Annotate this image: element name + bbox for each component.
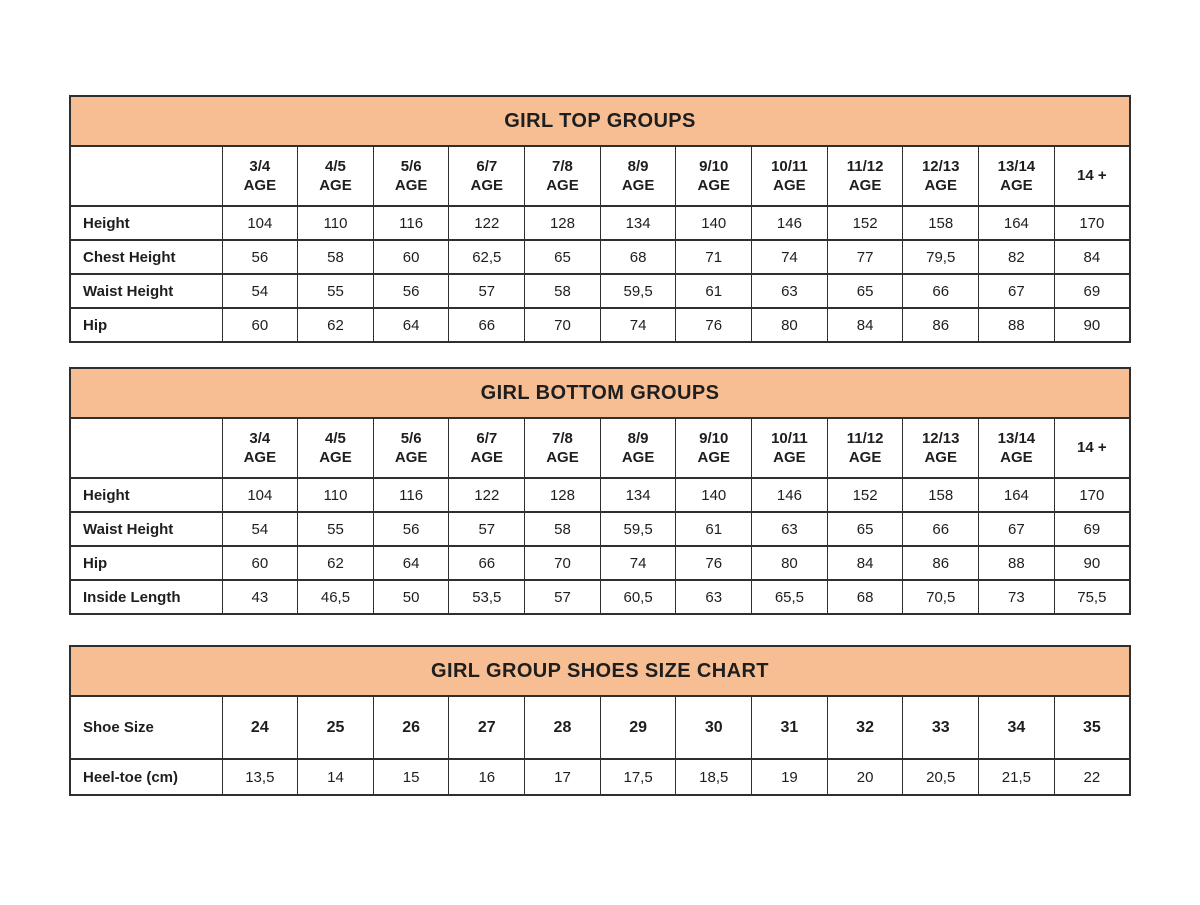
age-sub-label: AGE [243,177,277,194]
age-header-cell [827,418,903,478]
age-sub-label: AGE [848,177,882,194]
value-cell: 61 [676,512,752,546]
table-row [70,240,1130,274]
age-header-cell [676,418,752,478]
value-cell: 53,5 [449,580,525,614]
row-label: Chest Height [70,240,222,274]
row-label: Waist Height [70,512,222,546]
value-cell: 22 [1054,759,1130,795]
table-title-band: GIRL BOTTOM GROUPS [70,368,1130,418]
age-header-cell [600,418,676,478]
age-range-label: 12/13 [921,429,960,447]
age-header-cell [373,418,449,478]
value-cell: 25 [298,696,374,759]
value-cell: 128 [525,478,601,512]
value-cell: 32 [827,696,903,759]
value-cell: 71 [676,240,752,274]
value-cell: 16 [449,759,525,795]
value-cell: 75,5 [1054,580,1130,614]
value-cell: 62,5 [449,240,525,274]
value-cell: 57 [525,580,601,614]
age-sub-label: AGE [621,449,655,466]
table-row [70,759,1130,795]
age-sub-label: AGE [546,449,579,466]
value-cell: 116 [373,478,449,512]
value-cell: 61 [676,274,752,308]
value-cell: 63 [676,580,752,614]
table-row [70,308,1130,342]
value-cell: 59,5 [600,274,676,308]
value-cell: 55 [298,274,374,308]
value-cell: 59,5 [600,512,676,546]
value-cell: 128 [525,206,601,240]
value-cell: 33 [903,696,979,759]
value-cell: 20,5 [903,759,979,795]
value-cell: 84 [1054,240,1130,274]
value-cell: 21,5 [979,759,1055,795]
value-cell: 58 [298,240,374,274]
age-sub-label: AGE [924,449,957,466]
value-cell: 69 [1054,512,1130,546]
value-cell: 104 [222,206,298,240]
value-cell: 66 [903,274,979,308]
value-cell: 17,5 [600,759,676,795]
row-label: Height [70,206,222,240]
age-range-label: 9/10 [699,429,729,447]
value-cell: 122 [449,478,525,512]
value-cell: 50 [373,580,449,614]
value-cell: 26 [373,696,449,759]
value-cell: 19 [752,759,828,795]
value-cell: 65,5 [752,580,828,614]
value-cell: 60 [222,546,298,580]
value-cell: 58 [525,274,601,308]
value-cell: 76 [676,308,752,342]
girl-size-charts [69,95,1131,796]
value-cell: 60,5 [600,580,676,614]
age-sub-label: AGE [319,177,352,194]
age-sub-label: AGE [394,177,428,194]
age-sub-label: AGE [697,177,731,194]
value-cell: 30 [676,696,752,759]
table-title-band: GIRL GROUP SHOES SIZE CHART [70,646,1130,696]
value-cell: 14 [298,759,374,795]
value-cell: 146 [752,206,828,240]
age-sub-label: AGE [773,449,806,466]
age-sub-label: AGE [319,449,352,466]
age-range-label: 3/4 [249,157,271,175]
age-header-cell [222,146,298,206]
age-header-cell [449,146,525,206]
value-cell: 64 [373,546,449,580]
age-range-label: 6/7 [476,157,498,175]
value-cell: 29 [600,696,676,759]
value-cell: 34 [979,696,1055,759]
corner-cell [70,146,222,206]
value-cell: 66 [449,546,525,580]
value-cell: 110 [298,478,374,512]
row-label: Hip [70,308,222,342]
age-range-label: 13/14 [997,429,1036,447]
value-cell: 17 [525,759,601,795]
age-range-label: 4/5 [325,157,346,175]
value-cell: 62 [298,308,374,342]
value-cell: 28 [525,696,601,759]
value-cell: 73 [979,580,1055,614]
age-header-cell [298,146,374,206]
row-label: Heel-toe (cm) [70,759,222,795]
row-label: Waist Height [70,274,222,308]
age-header-cell [752,146,828,206]
age-header-cell [979,418,1055,478]
value-cell: 80 [752,308,828,342]
value-cell: 90 [1054,308,1130,342]
value-cell: 70 [525,308,601,342]
value-cell: 65 [525,240,601,274]
age-sub-label: AGE [1000,177,1033,194]
row-label: Height [70,478,222,512]
value-cell: 170 [1054,206,1130,240]
value-cell: 116 [373,206,449,240]
value-cell: 134 [600,206,676,240]
value-cell: 140 [676,478,752,512]
value-cell: 57 [449,274,525,308]
age-range-label: 7/8 [552,429,573,447]
value-cell: 46,5 [298,580,374,614]
value-cell: 31 [752,696,828,759]
girl-bottom-groups-table [69,367,1131,615]
value-cell: 86 [903,546,979,580]
age-range-label: 3/4 [249,429,271,447]
value-cell: 56 [373,512,449,546]
value-cell: 122 [449,206,525,240]
value-cell: 57 [449,512,525,546]
table-title-band: GIRL TOP GROUPS [70,96,1130,146]
table-row [70,696,1130,759]
value-cell: 70,5 [903,580,979,614]
age-sub-label: AGE [470,177,504,194]
age-sub-label: AGE [697,449,731,466]
age-sub-label: AGE [470,449,504,466]
value-cell: 60 [222,308,298,342]
age-range-label: 14 + [1077,439,1107,457]
age-header-cell [1054,418,1130,478]
value-cell: 76 [676,546,752,580]
age-range-label: 8/9 [627,429,649,447]
value-cell: 64 [373,308,449,342]
value-cell: 70 [525,546,601,580]
row-label: Shoe Size [70,696,222,759]
table-row [70,580,1130,614]
value-cell: 65 [827,512,903,546]
age-range-label: 6/7 [476,429,498,447]
age-header-cell [979,146,1055,206]
table-row [70,512,1130,546]
age-range-label: 11/12 [846,429,884,447]
value-cell: 88 [979,546,1055,580]
age-range-label: 13/14 [997,157,1036,175]
age-header-cell [1054,146,1130,206]
value-cell: 74 [600,546,676,580]
age-range-label: 4/5 [325,429,346,447]
value-cell: 13,5 [222,759,298,795]
row-label: Hip [70,546,222,580]
age-sub-label: AGE [394,449,428,466]
age-header-cell [903,418,979,478]
value-cell: 24 [222,696,298,759]
value-cell: 170 [1054,478,1130,512]
age-range-label: 10/11 [771,157,808,175]
age-range-label: 12/13 [921,157,960,175]
age-sub-label: AGE [546,177,579,194]
age-sub-label: AGE [243,449,277,466]
value-cell: 20 [827,759,903,795]
value-cell: 58 [525,512,601,546]
age-header-cell [752,418,828,478]
value-cell: 63 [752,274,828,308]
value-cell: 158 [903,206,979,240]
value-cell: 82 [979,240,1055,274]
age-header-cell [525,146,601,206]
value-cell: 15 [373,759,449,795]
age-header-cell [676,146,752,206]
age-range-label: 5/6 [400,157,422,175]
value-cell: 88 [979,308,1055,342]
value-cell: 54 [222,274,298,308]
row-label: Inside Length [70,580,222,614]
corner-cell [70,418,222,478]
age-header-cell [373,146,449,206]
girl-group-shoes-size-chart-table [69,645,1131,796]
value-cell: 104 [222,478,298,512]
value-cell: 62 [298,546,374,580]
value-cell: 74 [600,308,676,342]
value-cell: 56 [222,240,298,274]
value-cell: 77 [827,240,903,274]
age-range-label: 8/9 [627,157,649,175]
value-cell: 68 [827,580,903,614]
value-cell: 54 [222,512,298,546]
age-range-label: 14 + [1077,167,1107,185]
value-cell: 79,5 [903,240,979,274]
value-cell: 74 [752,240,828,274]
value-cell: 110 [298,206,374,240]
age-sub-label: AGE [1000,449,1033,466]
value-cell: 63 [752,512,828,546]
age-range-label: 9/10 [699,157,729,175]
value-cell: 55 [298,512,374,546]
value-cell: 60 [373,240,449,274]
age-header-cell [600,146,676,206]
value-cell: 164 [979,206,1055,240]
age-sub-label: AGE [773,177,806,194]
table-row [70,546,1130,580]
value-cell: 84 [827,546,903,580]
age-header-cell [222,418,298,478]
age-sub-label: AGE [621,177,655,194]
value-cell: 84 [827,308,903,342]
value-cell: 164 [979,478,1055,512]
value-cell: 152 [827,206,903,240]
value-cell: 27 [449,696,525,759]
value-cell: 80 [752,546,828,580]
age-header-cell [449,418,525,478]
age-range-label: 11/12 [846,157,884,175]
age-sub-label: AGE [924,177,957,194]
value-cell: 56 [373,274,449,308]
table-row [70,478,1130,512]
value-cell: 35 [1054,696,1130,759]
value-cell: 66 [903,512,979,546]
value-cell: 134 [600,478,676,512]
age-header-cell [903,146,979,206]
value-cell: 68 [600,240,676,274]
value-cell: 69 [1054,274,1130,308]
table-row [70,274,1130,308]
value-cell: 146 [752,478,828,512]
value-cell: 158 [903,478,979,512]
value-cell: 65 [827,274,903,308]
girl-top-groups-table [69,95,1131,343]
table-row [70,206,1130,240]
age-header-cell [827,146,903,206]
value-cell: 67 [979,512,1055,546]
age-range-label: 10/11 [771,429,808,447]
value-cell: 152 [827,478,903,512]
value-cell: 66 [449,308,525,342]
age-range-label: 5/6 [400,429,422,447]
age-range-label: 7/8 [552,157,573,175]
value-cell: 86 [903,308,979,342]
age-header-cell [298,418,374,478]
value-cell: 67 [979,274,1055,308]
age-header-cell [525,418,601,478]
age-sub-label: AGE [848,449,882,466]
value-cell: 43 [222,580,298,614]
value-cell: 18,5 [676,759,752,795]
value-cell: 140 [676,206,752,240]
value-cell: 90 [1054,546,1130,580]
